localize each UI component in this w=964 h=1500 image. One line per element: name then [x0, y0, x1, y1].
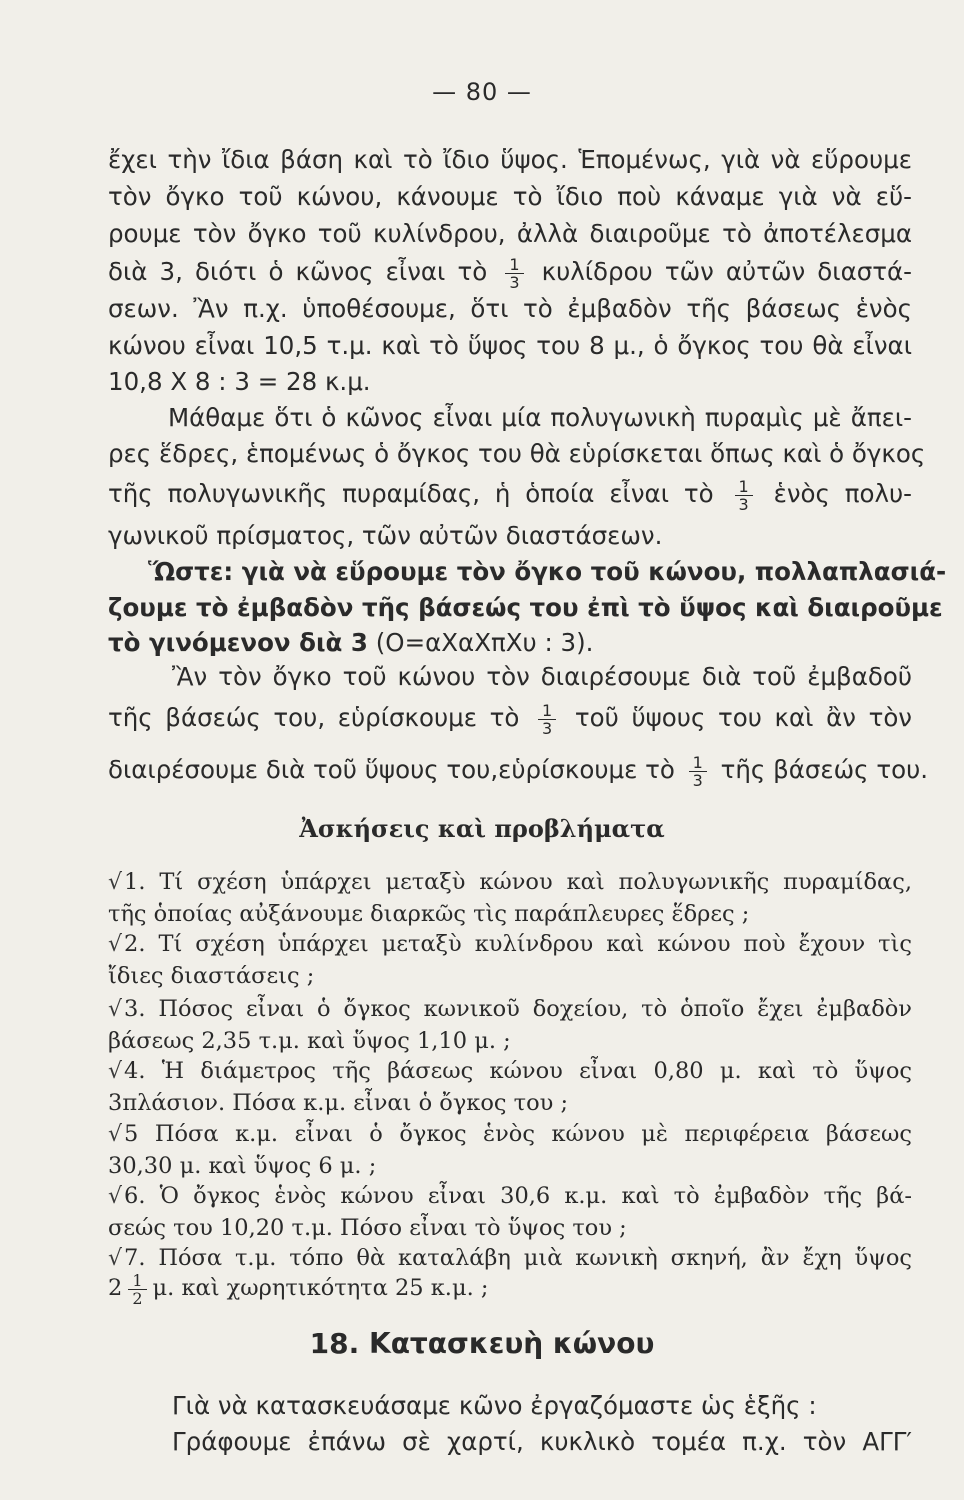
exercise-text: 2. Τί σχέση ὑπάρχει μεταξὺ κυλίνδρου καὶ κώνου ποὺ ἔχουν τὶς [124, 931, 912, 957]
text-line: Γράφουμε ἐπάνω σὲ χαρτί, κυκλικὸ τομέα π.χ. τὸν ΑΓΓ′ [172, 1427, 912, 1456]
fraction-numerator: 1 [735, 478, 753, 496]
text-line: ρες ἕδρες, ἑπομένως ὁ ὄγκος του θὰ εὑρίσκεται ὅπως καὶ ὁ ὄγκος [108, 439, 926, 468]
text-line: Ἂν τὸν ὄγκο τοῦ κώνου τὸν διαιρέσουμε διὰ τοῦ ἐμβαδοῦ [172, 662, 912, 691]
text-segment: διαιρέσουμε διὰ τοῦ ὕψους του,εὑρίσκουμε τὸ [108, 755, 675, 784]
exercises-title: Ἀσκήσεις καὶ προβλήματα [299, 814, 665, 843]
exercise-text: 3. Πόσος εἶναι ὁ ὄγκος κωνικοῦ δοχείου, τὸ ὁποῖο ἔχει ἐμβαδὸν [124, 996, 912, 1022]
fraction-numerator: 1 [538, 702, 556, 720]
volume-formula: (Ο=αXαXπXυ : 3). [367, 628, 594, 657]
text-segment: τῆς πολυγωνικῆς πυραμίδας, ἡ ὁποία εἶναι τὸ [108, 479, 714, 508]
check-mark-icon: √ [108, 1059, 123, 1084]
exercise-continuation: ἴδιες διαστάσεις ; [108, 963, 315, 989]
text-line-with-fraction [108, 476, 912, 513]
text-line: Γιὰ νὰ κατασκευάσαμε κῶνο ἐργαζόμαστε ὡς ἑξῆς : [172, 1391, 817, 1420]
text-segment: διὰ 3, διότι ὁ κῶνος εἶναι τὸ [108, 257, 488, 286]
text-line-with-fraction [108, 752, 929, 790]
check-mark-icon: √ [108, 1184, 123, 1209]
exercise-continuation: σεώς του 10,20 τ.μ. Πόσο εἶναι τὸ ὕψος του ; [108, 1215, 627, 1241]
fraction-one-third [538, 702, 556, 737]
text-segment: κυλίδρου τῶν αὐτῶν διαστά- [541, 257, 912, 286]
fraction-one-half [128, 1272, 146, 1307]
rule-line: Ὥστε: γιὰ νὰ εὕρουμε τὸν ὄγκο τοῦ κώνου, πολλαπλασιά- [148, 557, 947, 586]
exercise-text: 7. Πόσα τ.μ. τόπο θὰ καταλάβη μιὰ κωνικὴ σκηνή, ἂν ἔχη ὕψος [124, 1245, 912, 1271]
rule-line: ζουμε τὸ ἐμβαδὸν τῆς βάσεώς του ἐπὶ τὸ ὕψος καὶ διαιροῦμε [108, 593, 943, 622]
text-segment: τῆς βάσεώς του, εὑρίσκουμε τὸ [108, 703, 520, 732]
text-segment: τῆς βάσεώς του. [720, 755, 929, 784]
text-line: Μάθαμε ὅτι ὁ κῶνος εἶναι μία πολυγωνικὴ πυραμὶς μὲ ἄπει- [168, 403, 912, 432]
fraction-one-third [735, 478, 753, 513]
exercise-text: 6. Ὁ ὄγκος ἑνὸς κώνου εἶναι 30,6 κ.μ. καὶ τὸ ἐμβαδὸν τῆς βά- [124, 1183, 912, 1209]
exercise-text: 1. Τί σχέση ὑπάρχει μεταξὺ κώνου καὶ πολυγωνικῆς πυραμίδας, [124, 869, 912, 895]
exercise-continuation: 30,30 μ. καὶ ὕψος 6 μ. ; [108, 1153, 377, 1179]
text-segment: τοῦ ὕψους του καὶ ἂν τὸν [574, 703, 912, 732]
exercise-continuation: τῆς ὁποίας αὐξάνουμε διαρκῶς τὶς παράπλευρες ἕδρες ; [108, 901, 750, 927]
exercise-text: μ. καὶ χωρητικότητα 25 κ.μ. ; [152, 1275, 489, 1301]
exercise-text: 5 Πόσα κ.μ. εἶναι ὁ ὄγκος ἑνὸς κώνου μὲ περιφέρεια βάσεως [124, 1121, 912, 1147]
text-line: σεων. Ἂν π.χ. ὑποθέσουμε, ὅτι τὸ ἐμβαδὸν τῆς βάσεως ἑνὸς [108, 294, 912, 323]
rule-line [108, 625, 912, 661]
exercise-text: 4. Ἡ διάμετρος τῆς βάσεως κώνου εἶναι 0,80 μ. καὶ τὸ ὕψος [124, 1058, 912, 1084]
text-line: 10,8 X 8 : 3 = 28 κ.μ. [108, 367, 371, 396]
check-mark-icon: √ [108, 997, 123, 1022]
section-heading: 18. Κατασκευὴ κώνου [309, 1327, 655, 1360]
mixed-number-whole: 2 [108, 1275, 123, 1301]
fraction-denominator: 3 [692, 770, 703, 790]
text-line: ρουμε τὸν ὄγκο τοῦ κυλίνδρου, ἀλλὰ διαιροῦμε τὸ ἀποτέλεσμα [108, 219, 912, 248]
check-mark-icon: √ [108, 870, 123, 895]
text-line-with-fraction [108, 254, 912, 291]
fraction-denominator: 3 [542, 718, 553, 738]
exercise-continuation: βάσεως 2,35 τ.μ. καὶ ὕψος 1,10 μ. ; [108, 1028, 511, 1054]
text-segment: ἑνὸς πολυ- [773, 479, 913, 508]
rule-text: τὸ γινόμενον διὰ 3 [108, 628, 368, 657]
text-line-with-fraction [108, 700, 912, 737]
fraction-denominator: 3 [509, 272, 520, 292]
exercise-continuation: 3πλάσιον. Πόσα κ.μ. εἶναι ὁ ὄγκος του ; [108, 1090, 569, 1116]
check-mark-icon: √ [108, 1246, 123, 1271]
page-number: — 80 — [432, 78, 532, 106]
fraction-one-third [689, 754, 707, 789]
text-line: τὸν ὄγκο τοῦ κώνου, κάνουμε τὸ ἴδιο ποὺ κάναμε γιὰ νὰ εὕ- [108, 182, 912, 211]
check-mark-icon: √ [108, 1122, 123, 1147]
fraction-numerator: 1 [128, 1272, 146, 1290]
text-line: ἔχει τὴν ἴδια βάση καὶ τὸ ἴδιο ὕψος. Ἑπομένως, γιὰ νὰ εὕρουμε [108, 145, 912, 174]
fraction-numerator: 1 [505, 256, 523, 274]
exercise-continuation [108, 1270, 912, 1307]
fraction-denominator: 3 [738, 494, 749, 514]
fraction-denominator: 2 [132, 1288, 143, 1308]
fraction-numerator: 1 [689, 754, 707, 772]
text-line: κώνου εἶναι 10,5 τ.μ. καὶ τὸ ὕψος του 8 μ., ὁ ὄγκος του θὰ εἶναι [108, 331, 912, 360]
fraction-one-third [505, 256, 523, 291]
text-line: γωνικοῦ πρίσματος, τῶν αὐτῶν διαστάσεων. [108, 521, 663, 550]
check-mark-icon: √ [108, 932, 123, 957]
